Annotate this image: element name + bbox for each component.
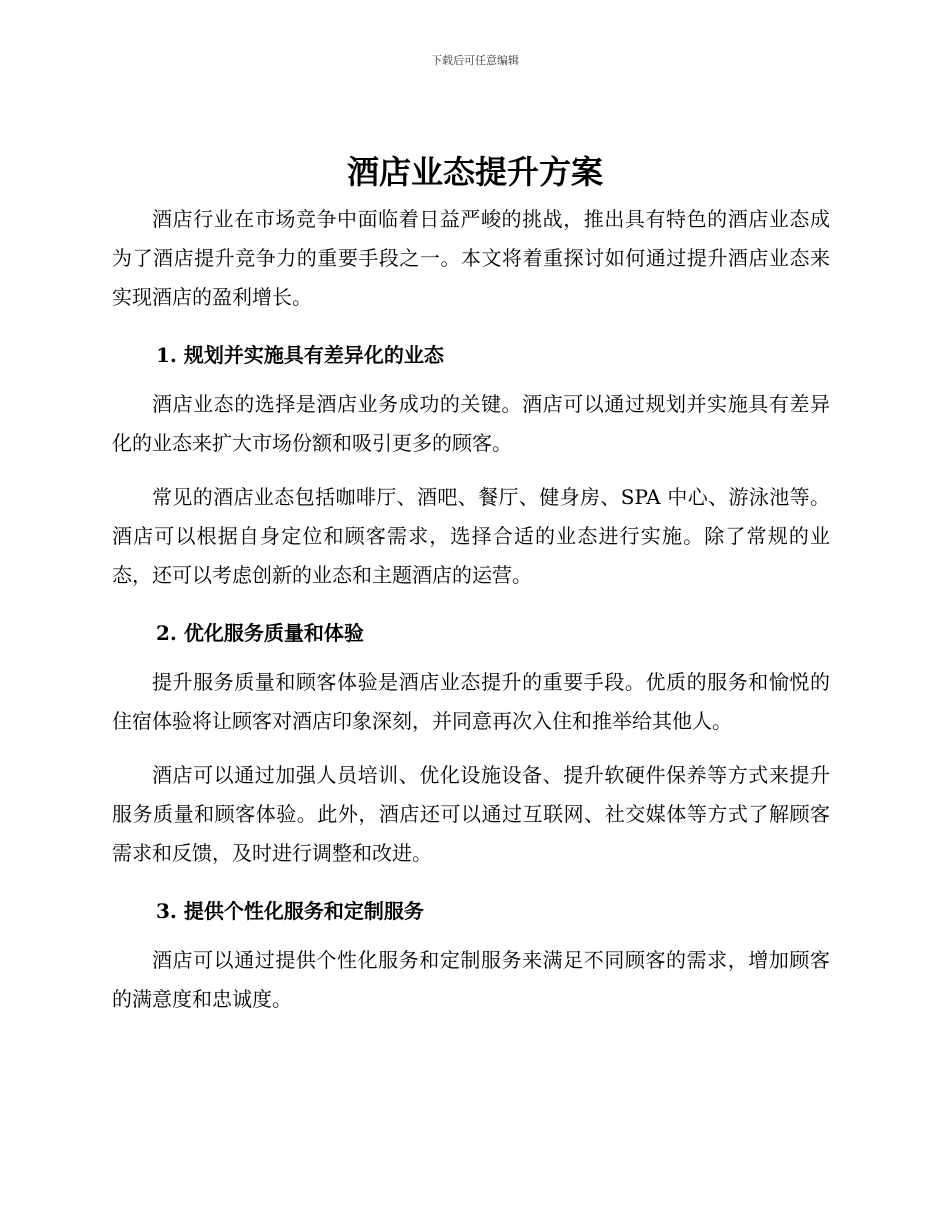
document-body bbox=[112, 200, 830, 1019]
intro-paragraph: 酒店行业在市场竞争中面临着日益严峻的挑战，推出具有特色的酒店业态成为了酒店提升竞争力的重要手段之一。本文将着重探讨如何通过提升酒店业态来实现酒店的盈利增长。 bbox=[112, 207, 830, 309]
section-1-paragraph-1: 酒店业态的选择是酒店业务成功的关键。酒店可以通过规划并实施具有差异化的业态来扩大市场份额和吸引更多的顾客。 bbox=[112, 392, 830, 455]
section-2-heading: 2. 优化服务质量和体验 bbox=[156, 621, 364, 645]
section-1-paragraph-2: 常见的酒店业态包括咖啡厅、酒吧、餐厅、健身房、SPA 中心、游泳池等。酒店可以根据自身定位和顾客需求，选择合适的业态进行实施。除了常规的业态，还可以考虑创新的业态和主题酒店的运营。 bbox=[112, 485, 830, 587]
section-3-heading: 3. 提供个性化服务和定制服务 bbox=[156, 899, 424, 923]
section-2-paragraph-2: 酒店可以通过加强人员培训、优化设施设备、提升软硬件保养等方式来提升服务质量和顾客体验。此外，酒店还可以通过互联网、社交媒体等方式了解顾客需求和反馈，及时进行调整和改进。 bbox=[112, 763, 830, 865]
page-title: 酒店业态提升方案 bbox=[346, 153, 603, 191]
section-3-paragraph-1: 酒店可以通过提供个性化服务和定制服务来满足不同顾客的需求，增加顾客的满意度和忠诚度。 bbox=[112, 948, 830, 1011]
section-2-paragraph-1: 提升服务质量和顾客体验是酒店业态提升的重要手段。优质的服务和愉悦的住宿体验将让顾客对酒店印象深刻，并同意再次入住和推举给其他人。 bbox=[112, 670, 830, 733]
section-1-heading: 1. 规划并实施具有差异化的业态 bbox=[156, 343, 444, 367]
header-note: 下载后可任意编辑 bbox=[431, 54, 519, 67]
